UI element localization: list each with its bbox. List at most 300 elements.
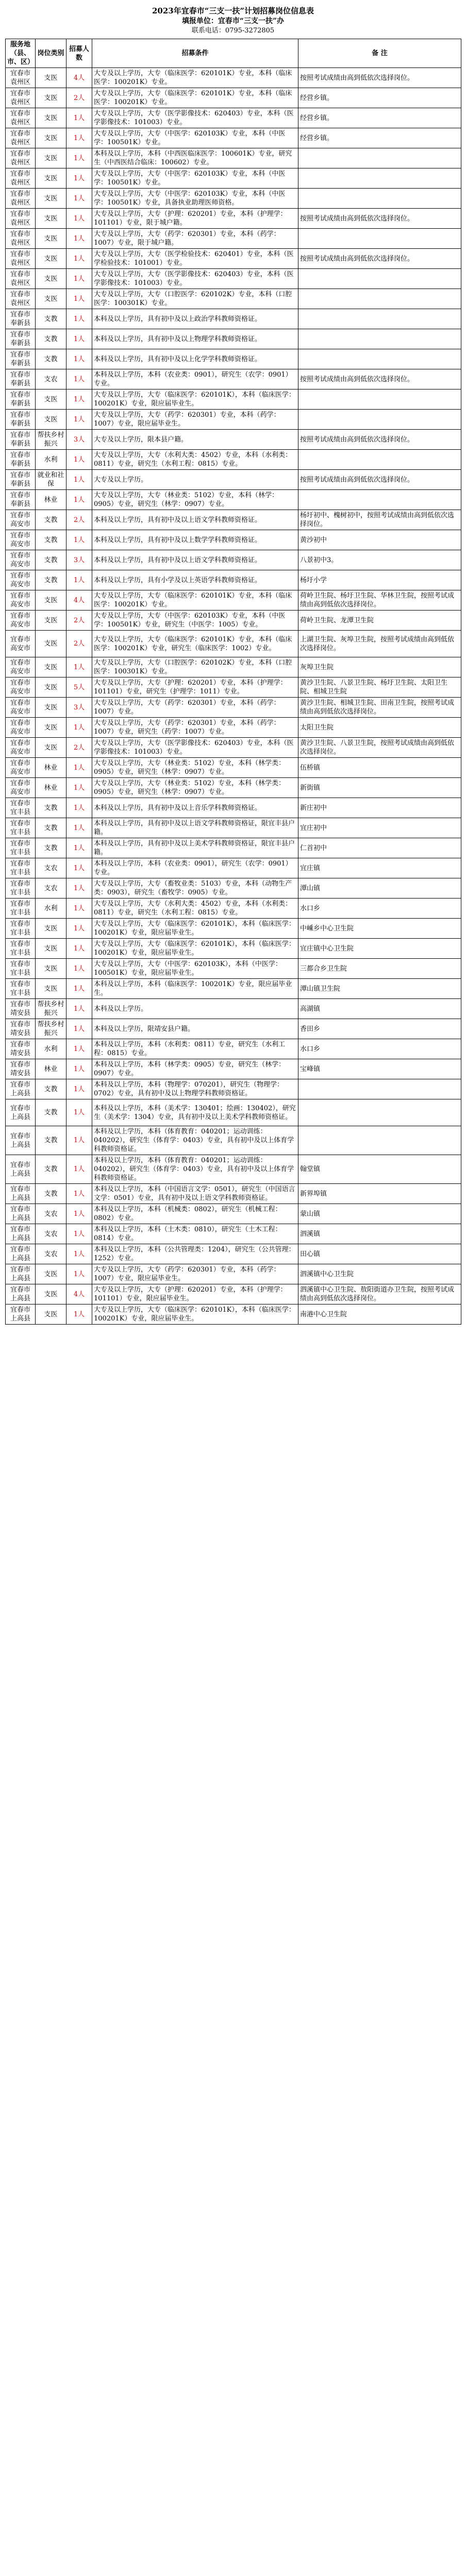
row-place: 宜春市宜丰县 — [6, 818, 36, 838]
table-row — [6, 657, 461, 677]
row-position-type: 帮扶乡村振兴 — [36, 1019, 66, 1039]
row-conditions: 大专及以上学历，大专（临床医学：620101K），本科（临床医学：100201K）专业，限应届毕业生。 — [92, 1304, 298, 1325]
row-position-type: 水利 — [36, 1039, 66, 1059]
row-count: 1人 — [66, 1224, 92, 1244]
row-conditions: 大专及以上学历，大专（临床医学：620101K）专业，本科（临床医学：100201K）专业，研究生（临床医学：1002）专业。 — [92, 631, 298, 657]
row-place: 宜春市上高县 — [6, 1099, 36, 1126]
row-count: 1人 — [66, 1079, 92, 1099]
row-conditions: 本科及以上学历，本科（公共管理类：1204），研究生（公共管理：1252）专业。 — [92, 1244, 298, 1264]
table-row — [6, 1304, 461, 1325]
page-title: 2023年宜春市“三支一扶”计划招募岗位信息表 — [152, 6, 314, 15]
row-count: 2人 — [66, 611, 92, 631]
table-row — [6, 410, 461, 430]
row-count: 3人 — [66, 698, 92, 718]
row-count: 1人 — [66, 959, 92, 979]
row-position-type: 支医 — [36, 631, 66, 657]
row-conditions: 大专及以上学历，大专（中医学：620103K），本科（中医学：100501K）专业，限应届毕业生。 — [92, 959, 298, 979]
row-position-type: 支医 — [36, 389, 66, 410]
table-row — [6, 1204, 461, 1224]
row-count: 1人 — [66, 999, 92, 1019]
row-place: 宜春市奉新县 — [6, 450, 36, 470]
row-conditions: 大专及以上学历，大专（畜牧业类：5103）专业，本科（动物生产类：0903），研究生（畜牧学：0905）专业。 — [92, 878, 298, 899]
document-page — [5, 0, 461, 1325]
row-place: 宜春市上高县 — [6, 1224, 36, 1244]
row-place: 宜春市靖安县 — [6, 999, 36, 1019]
row-conditions: 本科及以上学历，具有初中及以上语文学科教师资格证。 — [92, 510, 298, 530]
table-row — [6, 510, 461, 530]
row-count: 1人 — [66, 530, 92, 550]
table-row — [6, 550, 461, 570]
row-count: 1人 — [66, 309, 92, 329]
table-row — [6, 1059, 461, 1079]
row-notes — [298, 450, 461, 470]
row-conditions: 本科及以上学历，具有初中及以上语文学科教师资格证。 — [92, 550, 298, 570]
reporting-unit: 填报单位：宜春市“三支一扶”办 — [181, 17, 285, 25]
row-notes — [298, 168, 461, 189]
row-conditions: 本科及以上学历，本科（水利类：0811）专业，研究生（水利工程：0815）专业。 — [92, 1039, 298, 1059]
table-body — [6, 68, 461, 1325]
row-place: 宜春市高安市 — [6, 677, 36, 698]
row-count: 1人 — [66, 289, 92, 309]
row-count: 1人 — [66, 108, 92, 128]
row-notes: 蒙山镇 — [298, 1204, 461, 1224]
table-row — [6, 128, 461, 148]
row-position-type: 就业和社保 — [36, 470, 66, 490]
row-place: 宜春市袁州区 — [6, 269, 36, 289]
row-conditions: 本科及以上学历，具有小学及以上英语学科教师资格证。 — [92, 570, 298, 590]
row-count: 1人 — [66, 249, 92, 269]
row-place: 宜春市高安市 — [6, 718, 36, 738]
row-notes: 新庄初中 — [298, 798, 461, 818]
row-count: 1人 — [66, 899, 92, 919]
row-count: 3人 — [66, 550, 92, 570]
row-place: 宜春市袁州区 — [6, 128, 36, 148]
row-position-type: 支医 — [36, 269, 66, 289]
table-row — [6, 999, 461, 1019]
row-conditions: 本科及以上学历，具有初中及以上化学学科教师资格证。 — [92, 349, 298, 369]
row-count: 1人 — [66, 490, 92, 510]
row-conditions: 本科及以上学历，具有初中及以上音乐学科教师资格证。 — [92, 798, 298, 818]
row-notes — [298, 1099, 461, 1126]
row-count: 1人 — [66, 878, 92, 899]
table-row — [6, 611, 461, 631]
row-position-type: 支教 — [36, 329, 66, 349]
row-place: 宜春市上高县 — [6, 1264, 36, 1284]
row-conditions: 大专及以上学历，大专（口腔医学：620102K）专业，本科（口腔医学：100301K）专业。 — [92, 289, 298, 309]
row-conditions: 大专及以上学历，大专（护理：620201）专业，本科（护理学：101101）专业，研究生（护理学：1011）专业。 — [92, 677, 298, 698]
table-row — [6, 349, 461, 369]
row-place: 宜春市袁州区 — [6, 108, 36, 128]
row-place: 宜春市袁州区 — [6, 148, 36, 168]
row-conditions: 本科及以上学历，本科（农业类：0901），研究生（农学：0901）专业。 — [92, 858, 298, 878]
row-position-type: 支医 — [36, 229, 66, 249]
row-conditions: 大专及以上学历。 — [92, 470, 298, 490]
row-conditions: 本科及以上学历，本科（体育教育：040201；运动训练：040202），研究生（体育学：0403）专业，具有初中及以上体育学科教师资格证。 — [92, 1155, 298, 1184]
row-notes: 黄沙初中 — [298, 530, 461, 550]
row-place: 宜春市高安市 — [6, 530, 36, 550]
row-place: 宜春市靖安县 — [6, 1039, 36, 1059]
row-place: 宜春市宜丰县 — [6, 979, 36, 999]
row-conditions: 本科及以上学历，本科（林学类：0905）专业，研究生（林学：0907）专业。 — [92, 1059, 298, 1079]
row-conditions: 大专及以上学历，大专（护理：620201）专业，本科（护理学：101101）专业，限应届毕业生。 — [92, 1284, 298, 1304]
row-notes: 按照考试成绩由高到低依次选择岗位。 — [298, 470, 461, 490]
row-notes — [298, 269, 461, 289]
row-count: 1人 — [66, 1304, 92, 1325]
row-notes: 泗溪镇中心卫生院 — [298, 1264, 461, 1284]
row-count: 1人 — [66, 1039, 92, 1059]
row-conditions: 大专及以上学历，大专（中医学：620103K）专业，本科（中医学：100501K）专业。 — [92, 128, 298, 148]
row-notes: 荷岭卫生院、龙潭卫生院 — [298, 611, 461, 631]
table-row — [6, 1244, 461, 1264]
table-row — [6, 229, 461, 249]
row-count: 1人 — [66, 1264, 92, 1284]
row-position-type: 帮扶乡村振兴 — [36, 430, 66, 450]
row-count: 1人 — [66, 1099, 92, 1126]
row-place: 宜春市奉新县 — [6, 430, 36, 450]
row-count: 1人 — [66, 389, 92, 410]
table-row — [6, 1155, 461, 1184]
row-place: 宜春市高安市 — [6, 590, 36, 611]
row-count: 1人 — [66, 229, 92, 249]
row-count: 1人 — [66, 979, 92, 999]
row-count: 1人 — [66, 1059, 92, 1079]
positions-table — [5, 39, 461, 1325]
row-notes: 泗溪镇中心卫生院、敖阳街道办卫生院，按照考试成绩由高到低依次选择岗位。 — [298, 1284, 461, 1304]
table-row — [6, 189, 461, 209]
row-place: 宜春市袁州区 — [6, 289, 36, 309]
row-position-type: 支教 — [36, 818, 66, 838]
row-position-type: 支医 — [36, 718, 66, 738]
row-count: 1人 — [66, 128, 92, 148]
table-row — [6, 470, 461, 490]
row-conditions: 本科及以上学历，本科（体育教育：040201；运动训练：040202），研究生（体育学：0403）专业，具有初中及以上体育学科教师资格证。 — [92, 1126, 298, 1155]
row-place: 宜春市宜丰县 — [6, 919, 36, 939]
table-row — [6, 570, 461, 590]
row-notes: 八景初中3。 — [298, 550, 461, 570]
row-place: 宜春市袁州区 — [6, 68, 36, 88]
row-place: 宜春市奉新县 — [6, 470, 36, 490]
row-position-type: 支医 — [36, 1264, 66, 1284]
row-position-type: 支医 — [36, 698, 66, 718]
row-notes: 宜庄镇 — [298, 858, 461, 878]
row-position-type: 支教 — [36, 530, 66, 550]
row-conditions: 本科及以上学历，本科（美术学：130401；绘画：130402），研究生（美术学：1304）专业，具有初中及以上美术学科教师资格证。 — [92, 1099, 298, 1126]
row-place: 宜春市高安市 — [6, 570, 36, 590]
table-row — [6, 1224, 461, 1244]
table-row — [6, 249, 461, 269]
row-notes — [298, 410, 461, 430]
table-row — [6, 309, 461, 329]
row-position-type: 林业 — [36, 758, 66, 778]
row-notes: 荷岭卫生院、杨圩卫生院、华林卫生院，按照考试成绩由高到低依次选择岗位。 — [298, 590, 461, 611]
row-count: 1人 — [66, 818, 92, 838]
row-notes: 宜庄镇中心卫生院 — [298, 939, 461, 959]
row-position-type: 支医 — [36, 1284, 66, 1304]
row-count: 1人 — [66, 798, 92, 818]
row-notes: 潭山镇卫生院 — [298, 979, 461, 999]
row-count: 1人 — [66, 939, 92, 959]
row-conditions: 本科及以上学历，具有初中及以上语文学科教师资格证，限宜丰县户籍。 — [92, 818, 298, 838]
row-count: 1人 — [66, 369, 92, 389]
table-row — [6, 369, 461, 389]
row-position-type: 支医 — [36, 939, 66, 959]
row-place: 宜春市袁州区 — [6, 209, 36, 229]
row-position-type: 支农 — [36, 1244, 66, 1264]
row-notes: 水口乡 — [298, 899, 461, 919]
row-place: 宜春市高安市 — [6, 778, 36, 798]
row-notes — [298, 329, 461, 349]
row-position-type: 支农 — [36, 1224, 66, 1244]
row-notes: 中嵊乡中心卫生院 — [298, 919, 461, 939]
row-count: 1人 — [66, 168, 92, 189]
row-position-type: 支医 — [36, 189, 66, 209]
row-position-type: 支教 — [36, 1155, 66, 1184]
row-count: 1人 — [66, 209, 92, 229]
row-notes: 南港中心卫生院 — [298, 1304, 461, 1325]
row-notes: 新界埠镇 — [298, 1184, 461, 1204]
table-row — [6, 590, 461, 611]
table-row — [6, 698, 461, 718]
row-place: 宜春市奉新县 — [6, 369, 36, 389]
table-row — [6, 430, 461, 450]
row-position-type: 支医 — [36, 168, 66, 189]
table-row — [6, 148, 461, 168]
row-position-type: 支医 — [36, 410, 66, 430]
row-place: 宜春市上高县 — [6, 1244, 36, 1264]
row-place: 宜春市高安市 — [6, 758, 36, 778]
row-notes: 香田乡 — [298, 1019, 461, 1039]
table-row — [6, 818, 461, 838]
row-place: 宜春市宜丰县 — [6, 838, 36, 858]
row-conditions: 本科及以上学历，本科（土木类：0810），研究生（土木工程：0814）专业。 — [92, 1224, 298, 1244]
table-row — [6, 530, 461, 550]
row-conditions: 大专及以上学历，大专（口腔医学：620102K）专业，本科（口腔医学：100301K）专业。 — [92, 657, 298, 677]
table-row — [6, 68, 461, 88]
row-count: 1人 — [66, 329, 92, 349]
row-notes: 潭山镇 — [298, 878, 461, 899]
header-conditions: 招募条件 — [92, 39, 298, 68]
table-row — [6, 88, 461, 108]
row-notes — [298, 189, 461, 209]
row-count: 1人 — [66, 778, 92, 798]
row-place: 宜春市上高县 — [6, 1126, 36, 1155]
row-count: 1人 — [66, 189, 92, 209]
row-place: 宜春市宜丰县 — [6, 878, 36, 899]
row-notes: 按照考试成绩由高到低依次选择岗位。 — [298, 430, 461, 450]
row-position-type: 支医 — [36, 611, 66, 631]
row-count: 2人 — [66, 510, 92, 530]
row-conditions: 大专及以上学历，大专（药学：620301）专业，本科（药学：1007）专业，研究生（药学：1007）专业。 — [92, 718, 298, 738]
row-position-type: 支医 — [36, 209, 66, 229]
row-conditions: 大专及以上学历，大专（医学影像技术：620403）专业，本科（医学影像技术：101003）专业。 — [92, 108, 298, 128]
table-row — [6, 758, 461, 778]
row-place: 宜春市高安市 — [6, 631, 36, 657]
row-position-type: 支医 — [36, 88, 66, 108]
table-row — [6, 878, 461, 899]
row-conditions: 本科及以上学历，具有初中及以上物理学科教师资格证。 — [92, 329, 298, 349]
table-row — [6, 1284, 461, 1304]
row-place: 宜春市靖安县 — [6, 1019, 36, 1039]
row-position-type: 支医 — [36, 148, 66, 168]
row-conditions: 本科及以上学历。 — [92, 999, 298, 1019]
table-row — [6, 269, 461, 289]
row-place: 宜春市高安市 — [6, 698, 36, 718]
row-place: 宜春市宜丰县 — [6, 798, 36, 818]
row-notes: 仁首初中 — [298, 838, 461, 858]
row-count: 1人 — [66, 718, 92, 738]
row-place: 宜春市上高县 — [6, 1284, 36, 1304]
row-position-type: 林业 — [36, 1059, 66, 1079]
table-row — [6, 1079, 461, 1099]
row-place: 宜春市袁州区 — [6, 229, 36, 249]
row-conditions: 大专及以上学历，大专（临床医学：620101K）专业，本科（临床医学：100201K）专业。 — [92, 88, 298, 108]
row-position-type: 支农 — [36, 858, 66, 878]
row-count: 4人 — [66, 1284, 92, 1304]
row-position-type: 支医 — [36, 959, 66, 979]
row-count: 1人 — [66, 657, 92, 677]
row-count: 1人 — [66, 1204, 92, 1224]
row-position-type: 支医 — [36, 919, 66, 939]
row-conditions: 大专及以上学历，大专（药学：620301）专业，本科（药学：1007）专业，限应届毕业生。 — [92, 410, 298, 430]
row-position-type: 支教 — [36, 570, 66, 590]
row-conditions: 大专及以上学历，大专（医学影像技术：620403）专业，本科（医学影像技术：101003）专业。 — [92, 738, 298, 758]
row-notes — [298, 349, 461, 369]
row-notes: 黄沙卫生院、八景卫生院，按照考试成绩由高到低依次选择岗位。 — [298, 738, 461, 758]
row-position-type: 支医 — [36, 249, 66, 269]
row-count: 1人 — [66, 838, 92, 858]
row-position-type: 林业 — [36, 490, 66, 510]
table-row — [6, 718, 461, 738]
row-count: 1人 — [66, 570, 92, 590]
row-notes: 翰堂镇 — [298, 1155, 461, 1184]
row-place: 宜春市奉新县 — [6, 349, 36, 369]
row-position-type: 支教 — [36, 1099, 66, 1126]
row-notes: 宜庄初中 — [298, 818, 461, 838]
row-conditions: 本科及以上学历，本科（农业类：0901），研究生（农学：0901）专业。 — [92, 369, 298, 389]
row-notes — [298, 490, 461, 510]
table-row — [6, 838, 461, 858]
table-row — [6, 168, 461, 189]
table-row — [6, 959, 461, 979]
row-place: 宜春市袁州区 — [6, 189, 36, 209]
row-count: 2人 — [66, 738, 92, 758]
row-position-type: 支教 — [36, 550, 66, 570]
row-conditions: 大专及以上学历，大专（护理：620201）专业，本科（护理学：101101）专业，限于城户籍。 — [92, 209, 298, 229]
table-row — [6, 939, 461, 959]
row-count: 1人 — [66, 919, 92, 939]
row-place: 宜春市上高县 — [6, 1079, 36, 1099]
row-count: 1人 — [66, 470, 92, 490]
row-position-type: 支农 — [36, 1204, 66, 1224]
row-notes: 新街镇 — [298, 778, 461, 798]
row-place: 宜春市高安市 — [6, 510, 36, 530]
row-position-type: 水利 — [36, 450, 66, 470]
row-position-type: 支医 — [36, 677, 66, 698]
row-position-type: 支医 — [36, 108, 66, 128]
row-notes: 上湖卫生院、灰埠卫生院，按照考试成绩由高到低依次选择岗位。 — [298, 631, 461, 657]
row-conditions: 大专及以上学历，大专（中医学：620103K）专业，本科（中医学：100501K）专业。 — [92, 168, 298, 189]
row-count: 2人 — [66, 88, 92, 108]
row-notes: 杨圩初中、槐树初中，按照考试成绩由高到低依次选择岗位。 — [298, 510, 461, 530]
table-row — [6, 1039, 461, 1059]
row-position-type: 支农 — [36, 369, 66, 389]
table-row — [6, 899, 461, 919]
row-position-type: 支医 — [36, 657, 66, 677]
row-place: 宜春市奉新县 — [6, 490, 36, 510]
row-place: 宜春市奉新县 — [6, 309, 36, 329]
row-place: 宜春市高安市 — [6, 550, 36, 570]
row-count: 1人 — [66, 1019, 92, 1039]
row-conditions: 大专及以上学历，大专（药学：620301）专业，本科（药学：1007）专业。 — [92, 698, 298, 718]
contact-phone: 联系电话：0795-3272805 — [191, 27, 275, 35]
row-conditions: 大专及以上学历，大专（医学影像技术：620403）专业，本科（医学影像技术：101003）专业。 — [92, 269, 298, 289]
row-position-type: 帮扶乡村振兴 — [36, 999, 66, 1019]
row-notes — [298, 229, 461, 249]
row-conditions: 大专及以上学历，大专（水利大类：4502）专业，本科（水利类：0811）专业，研究生（水利工程：0815）专业。 — [92, 899, 298, 919]
row-count: 1人 — [66, 450, 92, 470]
row-conditions: 大专及以上学历，大专（临床医学：620101K）专业，本科（临床医学：100201K）专业。 — [92, 68, 298, 88]
row-place: 宜春市袁州区 — [6, 168, 36, 189]
row-place: 宜春市奉新县 — [6, 329, 36, 349]
table-row — [6, 919, 461, 939]
row-conditions: 本科及以上学历，本科（物理学：070201），研究生（物理学：0702）专业，具有初中及以上物理学科教师资格证。 — [92, 1079, 298, 1099]
table-row — [6, 289, 461, 309]
row-conditions: 大专及以上学历，大专（临床医学：620101K）专业，本科（临床医学：100201K）专业。 — [92, 590, 298, 611]
row-conditions: 大专及以上学历，大专（医学检验技术：620401）专业，本科（医学检验技术：101001）专业。 — [92, 249, 298, 269]
table-row — [6, 778, 461, 798]
row-position-type: 支医 — [36, 68, 66, 88]
row-place: 宜春市宜丰县 — [6, 899, 36, 919]
table-row — [6, 389, 461, 410]
row-place: 宜春市高安市 — [6, 738, 36, 758]
row-count: 1人 — [66, 269, 92, 289]
row-notes: 经营乡镇。 — [298, 88, 461, 108]
row-conditions: 大专及以上学历，大专（药学：620301）专业，本科（药学：1007）专业，限应届毕业生。 — [92, 1264, 298, 1284]
row-count: 1人 — [66, 758, 92, 778]
table-row — [6, 108, 461, 128]
row-position-type: 支教 — [36, 1079, 66, 1099]
row-position-type: 支医 — [36, 289, 66, 309]
row-notes — [298, 289, 461, 309]
table-row — [6, 1099, 461, 1126]
row-position-type: 支教 — [36, 1126, 66, 1155]
row-count: 1人 — [66, 410, 92, 430]
row-position-type: 支农 — [36, 878, 66, 899]
row-count: 3人 — [66, 430, 92, 450]
row-notes: 宝峰镇 — [298, 1059, 461, 1079]
header-count: 招募人数 — [66, 39, 92, 68]
row-place: 宜春市上高县 — [6, 1304, 36, 1325]
row-count: 1人 — [66, 1155, 92, 1184]
row-count: 1人 — [66, 349, 92, 369]
row-count: 2人 — [66, 631, 92, 657]
row-place: 宜春市高安市 — [6, 657, 36, 677]
row-conditions: 本科及以上学历，本科（中西医临床医学：100601K）专业，研究生（中西医结合临床：100602）专业。 — [92, 148, 298, 168]
row-conditions: 大专及以上学历，大专（临床医学：620101K），本科（临床医学：100201K）专业，限应届毕业生。 — [92, 919, 298, 939]
row-position-type: 支医 — [36, 590, 66, 611]
row-notes: 田心镇 — [298, 1244, 461, 1264]
row-notes — [298, 148, 461, 168]
row-conditions: 本科及以上学历，本科（临床医学：100201K）专业，限应届毕业生。 — [92, 979, 298, 999]
row-position-type: 支教 — [36, 798, 66, 818]
row-notes: 太阳卫生院 — [298, 718, 461, 738]
row-position-type: 支教 — [36, 510, 66, 530]
row-position-type: 林业 — [36, 778, 66, 798]
row-conditions: 大专及以上学历，大专（临床医学：620101K），本科（临床医学：100201K）专业，限应届毕业生。 — [92, 939, 298, 959]
row-notes: 高湖镇 — [298, 999, 461, 1019]
table-row — [6, 1184, 461, 1204]
table-row — [6, 858, 461, 878]
